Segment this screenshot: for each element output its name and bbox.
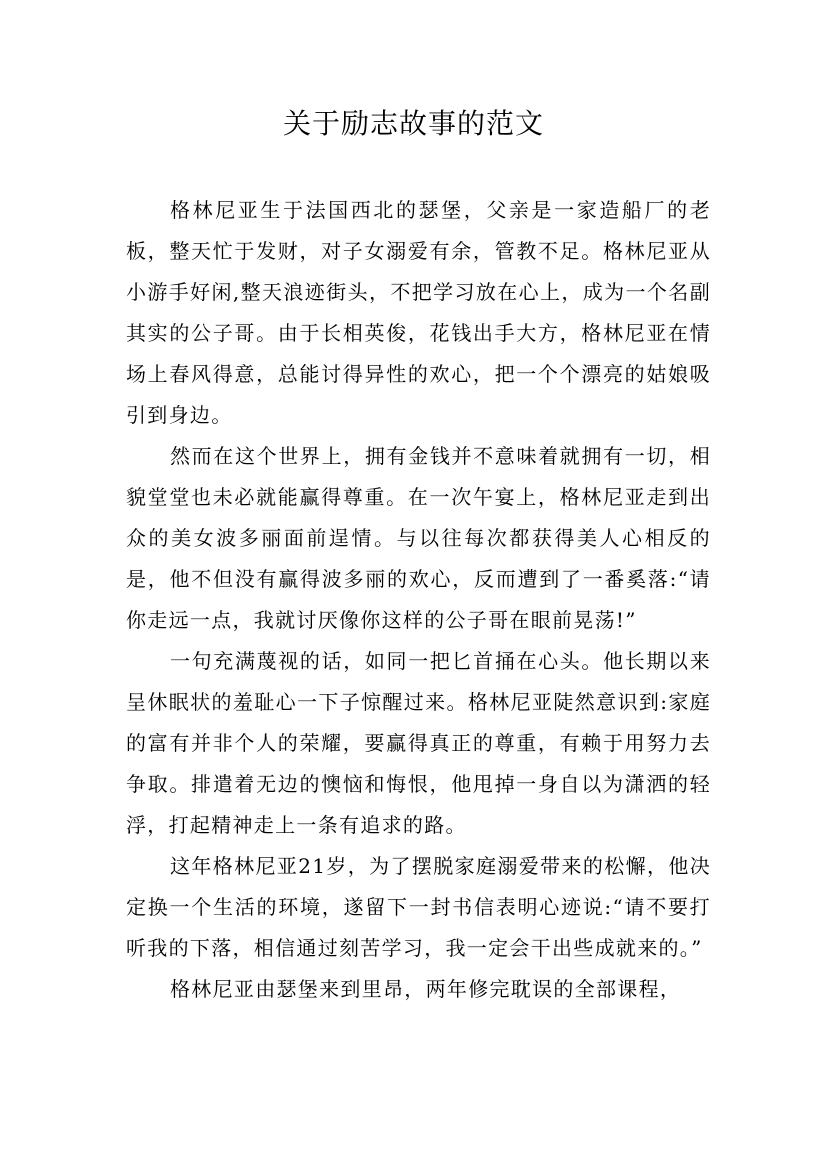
paragraph-5: 格林尼亚由瑟堡来到里昂，两年修完耽误的全部课程，	[170, 977, 682, 1001]
paragraph-4: 这年格林尼亚21岁，为了摆脱家庭溺爱带来的松懈，他决定换一个生活的环境，遂留下一封书信表明心迹说:“请不要打听我的下落，相信通过刻苦学习，我一定会干出些成就来的。”	[126, 854, 711, 960]
document-body	[126, 190, 711, 1010]
paragraph-1: 格林尼亚生于法国西北的瑟堡，父亲是一家造船厂的老板，整天忙于发财，对子女溺爱有余，管教不足。格林尼亚从小游手好闲,整天浪迹街头，不把学习放在心上，成为一个名副其实的公子哥。由于长相英俊，花钱出手大方，格林尼亚在情场上春风得意，总能讨得异性的欢心，把一个个漂亮的姑娘吸引到身边。	[126, 198, 711, 427]
document-title: 关于励志故事的范文	[282, 107, 544, 140]
paragraph-3: 一句充满蔑视的话，如同一把匕首捅在心头。他长期以来呈休眠状的羞耻心一下子惊醒过来。格林尼亚陡然意识到:家庭的富有并非个人的荣耀，要赢得真正的尊重，有赖于用努力去争取。排遣着无边的懊恼和悔恨，他甩掉一身自以为潇洒的轻浮，打起精神走上一条有追求的路。	[126, 649, 711, 837]
paragraph-2: 然而在这个世界上，拥有金钱并不意味着就拥有一切，相貌堂堂也未必就能赢得尊重。在一次午宴上，格林尼亚走到出众的美女波多丽面前逞情。与以往每次都获得美人心相反的是，他不但没有赢得波多丽的欢心，反而遭到了一番奚落:“请你走远一点，我就讨厌像你这样的公子哥在眼前晃荡!”	[126, 444, 711, 632]
